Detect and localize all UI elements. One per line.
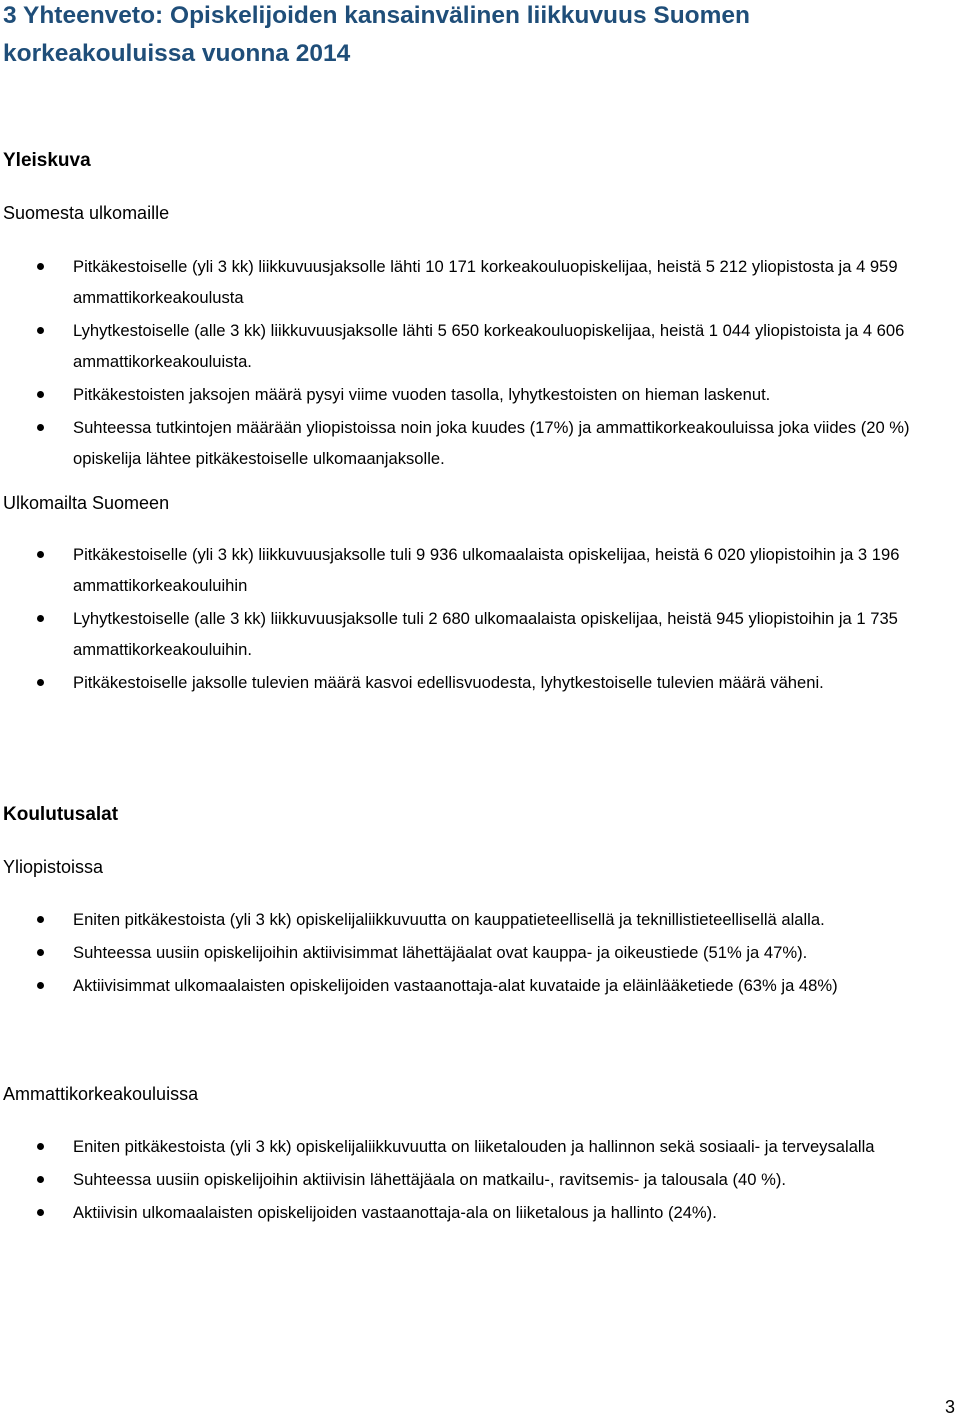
list-item: Aktiivisimmat ulkomaalaisten opiskelijoiden vastaanottaja-alat kuvataide ja eläinlääketiede (63% ja 48%)	[0, 970, 960, 1001]
list-item: Aktiivisin ulkomaalaisten opiskelijoiden vastaanottaja-ala on liiketalous ja hallinto (24%).	[0, 1197, 960, 1228]
list-item: Lyhytkestoiselle (alle 3 kk) liikkuvuusjaksolle tuli 2 680 ulkomaalaista opiskelijaa, heistä 945 yliopistoihin ja 1 735 ammattikorkeakouluihin.	[0, 603, 960, 665]
list-item: Suhteessa uusiin opiskelijoihin aktiivisin lähettäjäala on matkailu-, ravitsemis- ja talousala (40 %).	[0, 1164, 960, 1195]
inbound-list	[0, 539, 960, 700]
list-item: Pitkäkestoisten jaksojen määrä pysyi viime vuoden tasolla, lyhytkestoisten on hieman laskenut.	[0, 379, 960, 410]
page-title: 3 Yhteenveto: Opiskelijoiden kansainvälinen liikkuvuus Suomen korkeakouluissa vuonna 2014	[3, 2, 751, 67]
subheading-universities: Yliopistoissa	[3, 857, 104, 877]
list-item: Suhteessa uusiin opiskelijoihin aktiivisimmat lähettäjäalat ovat kauppa- ja oikeustiede (51% ja 47%).	[0, 937, 960, 968]
section-heading-overview: Yleiskuva	[3, 150, 91, 171]
polytechnics-list	[0, 1131, 960, 1230]
list-item: Pitkäkestoiselle (yli 3 kk) liikkuvuusjaksolle lähti 10 171 korkeakouluopiskelijaa, heistä 5 212 yliopistosta ja 4 959 ammattikorkeakoulusta	[0, 251, 960, 313]
page-number: 3	[944, 1397, 955, 1417]
list-item: Lyhytkestoiselle (alle 3 kk) liikkuvuusjaksolle lähti 5 650 korkeakouluopiskelijaa, heistä 1 044 yliopistoista ja 4 606 ammattikorkeakouluista.	[0, 315, 960, 377]
subheading-outbound: Suomesta ulkomaille	[3, 203, 170, 223]
subheading-polytechnics: Ammattikorkeakouluissa	[3, 1084, 199, 1104]
list-item: Pitkäkestoiselle jaksolle tulevien määrä kasvoi edellisvuodesta, lyhytkestoiselle tulevien määrä väheni.	[0, 667, 960, 698]
list-item: Eniten pitkäkestoista (yli 3 kk) opiskelijaliikkuvuutta on liiketalouden ja hallinnon sekä sosiaali- ja terveysalalla	[0, 1131, 960, 1162]
section-heading-fields: Koulutusalat	[3, 804, 119, 825]
universities-list	[0, 904, 960, 1003]
subheading-inbound: Ulkomailta Suomeen	[3, 493, 170, 513]
outbound-list	[0, 251, 960, 476]
list-item: Suhteessa tutkintojen määrään yliopistoissa noin joka kuudes (17%) ja ammattikorkeakouluissa joka viides (20 %) opiskelija lähtee pitkäkestoiselle ulkomaanjaksolle.	[0, 412, 960, 474]
list-item: Pitkäkestoiselle (yli 3 kk) liikkuvuusjaksolle tuli 9 936 ulkomaalaista opiskelijaa, heistä 6 020 yliopistoihin ja 3 196 ammattikorkeakouluihin	[0, 539, 960, 601]
list-item: Eniten pitkäkestoista (yli 3 kk) opiskelijaliikkuvuutta on kauppatieteellisellä ja teknillistieteellisellä alalla.	[0, 904, 960, 935]
